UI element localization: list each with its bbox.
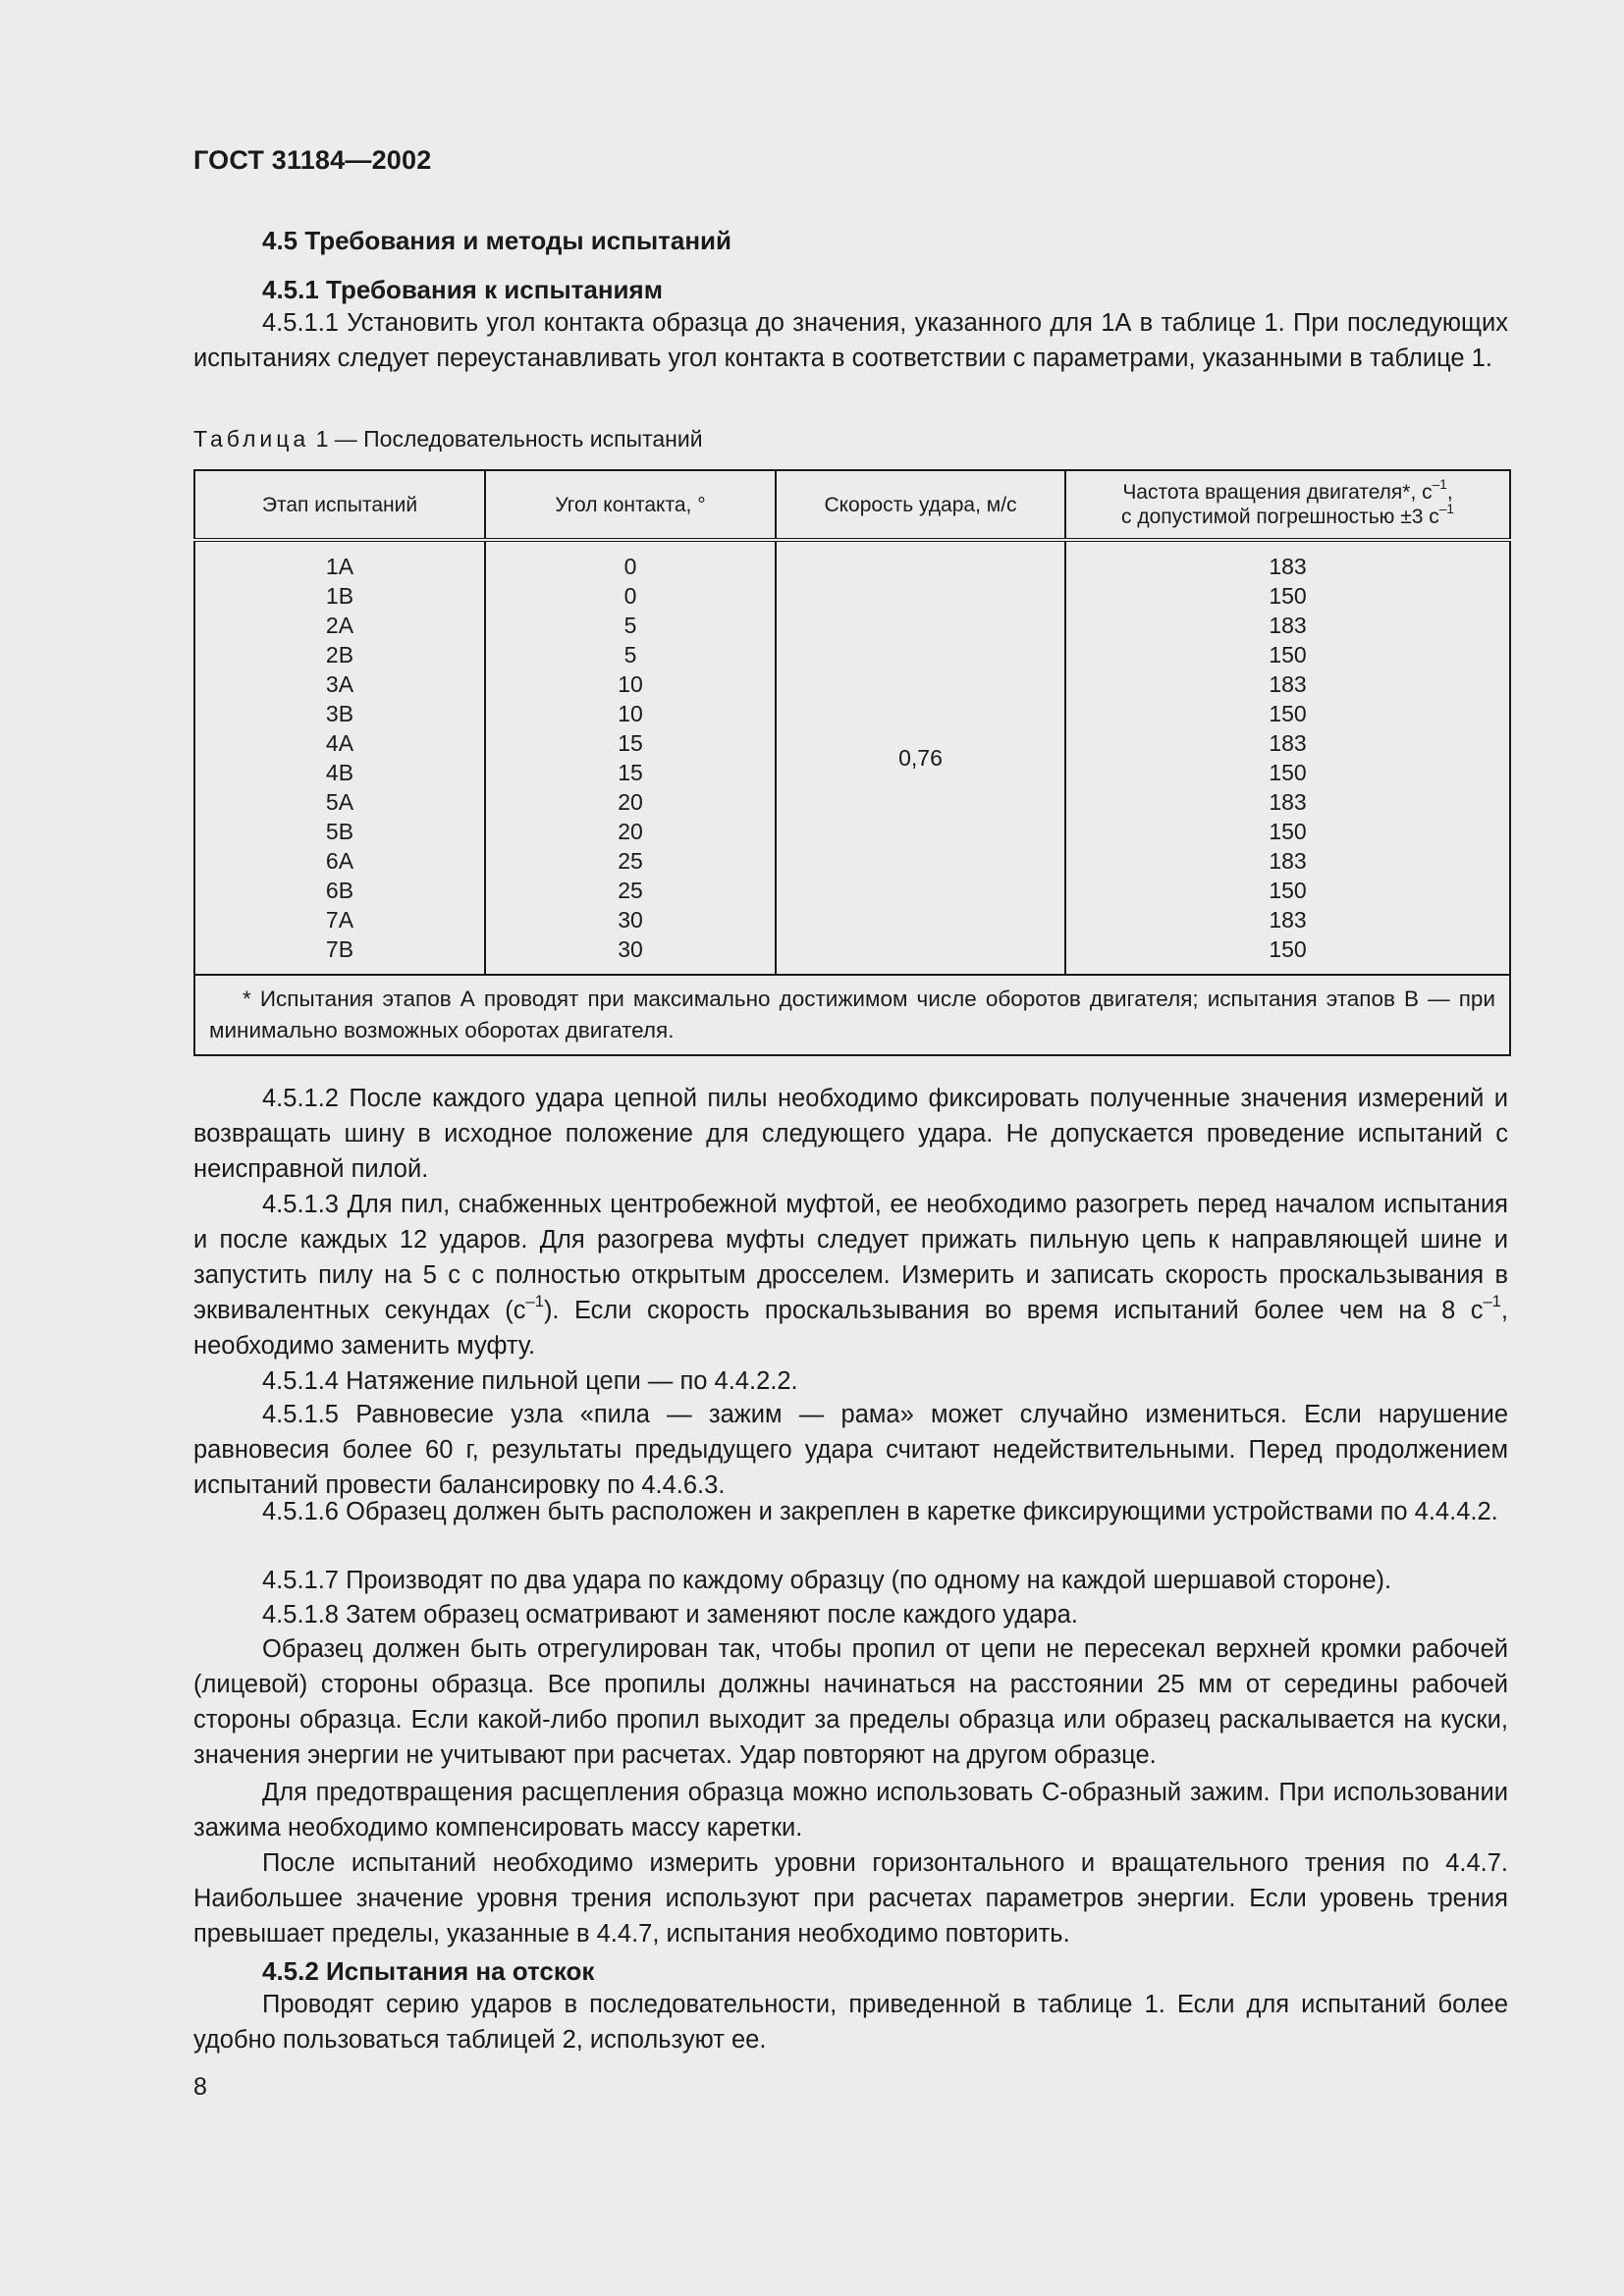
angle-column [485,540,776,975]
angle-cell: 15 [618,730,643,756]
test-sequence-table [193,469,1511,1056]
impact-speed-value: 0,76 [776,540,1065,975]
frequency-cell: 150 [1269,642,1307,667]
frequency-cell: 183 [1269,671,1307,697]
frequency-cell: 150 [1269,878,1307,903]
stage-column [194,540,485,975]
frequency-cell: 150 [1269,701,1307,726]
frequency-cell: 150 [1269,936,1307,962]
stage-cell: 2В [325,642,354,667]
stage-cell: 5В [325,819,354,844]
section-4-5-title: 4.5 Требования и методы испытаний [262,226,732,255]
angle-cell: 0 [623,554,637,579]
paragraph-4-5-1-3: 4.5.1.3 Для пил, снабженных центробежной муфтой, ее необходимо разогреть перед началом испытания и после каждых 12 ударов. Для разогрева муфты следует прижать пильную цепь к направляющей шине и запустить пилу на 5 с с полностью открытым дросселем. Измерить и записать скорость проскальзывания в эквивалентных секундах $(с^{-1})$. Если скорость проскальзывания во время испытаний более чем на 8 $с^{-1}$, необходимо заменить муфту. [193,1191,1508,1360]
frequency-cell: 183 [1269,730,1307,756]
angle-cell: 25 [618,878,643,903]
stage-cell: 7А [325,907,354,933]
angle-cell: 25 [618,848,643,874]
stage-cell: 3В [325,701,354,726]
paragraph-4-5-2: Проводят серию ударов в последовательности, приведенной в таблице 1. Если для испытаний более удобно пользоваться таблицей 2, используют ее. [193,1991,1508,2054]
stage-cell: 4В [325,760,354,785]
stage-cell: 5А [325,789,354,815]
paragraph-4-5-1-7: 4.5.1.7 Производят по два удара по каждому образцу (по одному на каждой шершавой стороне). [262,1567,1392,1594]
section-4-5-1-title: 4.5.1 Требования к испытаниям [262,275,663,304]
paragraph-c-clamp: Для предотвращения расщепления образца можно использовать С-образный зажим. При использовании зажима необходимо компенсировать массу каретки. [193,1779,1508,1842]
table-caption-title: 1 — Последовательность испытаний [309,426,703,452]
angle-cell: 5 [623,613,637,638]
stage-cell: 1В [325,583,354,609]
angle-cell: 0 [623,583,637,609]
stage-cell: 7В [325,936,354,962]
paragraph-sample-adjustment: Образец должен быть отрегулирован так, чтобы пропил от цепи не пересекал верхней кромки рабочей (лицевой) стороны образца. Все пропилы должны начинаться на расстоянии 25 мм от середины рабочей стороны образца. Если какой-либо пропил выходит за пределы образца или образец раскалывается на куски, значения энергии не учитывают при расчетах. Удар повторяют на другом образце. [193,1635,1508,1769]
table-caption [193,426,703,453]
angle-cell: 15 [618,760,643,785]
stage-cell: 4А [325,730,354,756]
table-footnote: * Испытания этапов А проводят при максимально достижимом числе оборотов двигателя; испытания этапов В — при минимально возможных оборотах двигателя. [194,975,1510,1055]
angle-cell: 20 [618,819,643,844]
angle-cell: 30 [618,907,643,933]
angle-cell: 10 [618,701,643,726]
angle-cell: 20 [618,789,643,815]
stage-cell: 3А [325,671,354,697]
header-angle: Угол контакта, ° [485,470,776,540]
frequency-column [1065,540,1510,975]
paragraph-friction-levels: После испытаний необходимо измерить уровни горизонтального и вращательного трения по 4.4.7. Наибольшее значение уровня трения используют при расчетах параметров энергии. Если уровень трения превышает пределы, указанные в 4.4.7, испытания необходимо повторить. [193,1849,1508,1948]
stage-cell: 1А [325,554,354,579]
page-number: 8 [193,2073,207,2101]
stage-cell: 6В [325,878,354,903]
section-4-5-2-title: 4.5.2 Испытания на отскок [262,1956,595,1986]
paragraph-4-5-1-2: 4.5.1.2 После каждого удара цепной пилы необходимо фиксировать полученные значения измерений и возвращать шину в исходное положение для следующего удара. Не допускается проведение испытаний с неисправной пилой. [193,1085,1508,1183]
header-stage: Этап испытаний [194,470,485,540]
header-frequency: Частота вращения двигателя*, $с^{-1}$, с допустимой погрешностью ±3 $с^{-1}$ [1065,470,1510,540]
paragraph-4-5-1-5: 4.5.1.5 Равновесие узла «пила — зажим — рама» может случайно измениться. Если нарушение равновесия более 60 г, результаты предыдущего удара считают недействительными. Перед продолжением испытаний провести балансировку по 4.4.6.3. [193,1401,1508,1499]
paragraph-4-5-1-6: 4.5.1.6 Образец должен быть расположен и закреплен в каретке фиксирующими устройствами по 4.4.4.2. [262,1498,1498,1525]
frequency-cell: 183 [1269,789,1307,815]
frequency-cell: 150 [1269,819,1307,844]
frequency-cell: 150 [1269,583,1307,609]
table-caption-prefix: Таблица [193,426,310,452]
angle-cell: 30 [618,936,643,962]
paragraph-4-5-1-4: 4.5.1.4 Натяжение пильной цепи — по 4.4.2.2. [262,1367,798,1395]
stage-cell: 2А [325,613,354,638]
angle-cell: 10 [618,671,643,697]
frequency-cell: 183 [1269,613,1307,638]
stage-cell: 6А [325,848,354,874]
frequency-cell: 183 [1269,907,1307,933]
document-header: ГОСТ 31184—2002 [193,145,432,175]
paragraph-4-5-1-8: 4.5.1.8 Затем образец осматривают и заменяют после каждого удара. [262,1601,1078,1629]
frequency-cell: 150 [1269,760,1307,785]
angle-cell: 5 [623,642,637,667]
frequency-cell: 183 [1269,554,1307,579]
paragraph-4-5-1-1: 4.5.1.1 Установить угол контакта образца до значения, указанного для 1А в таблице 1. При последующих испытаниях следует переустанавливать угол контакта в соответствии с параметрами, указанными в таблице 1. [193,309,1508,372]
header-speed: Скорость удара, м/с [776,470,1065,540]
frequency-cell: 183 [1269,848,1307,874]
